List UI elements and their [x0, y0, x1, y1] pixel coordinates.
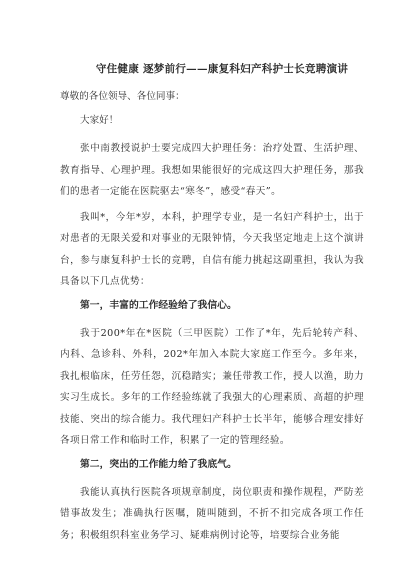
paragraph-self-introduction: 我叫*，今年*岁，本科，护理学专业，是一名妇产科护士，出于对患者的无限关爱和对事业的无限钟情，今天我坚定地走上这个演讲台，参与康复科护士长的竞聘，自信有能力挑起这副重担，我认为我具备以下几点优势： [60, 211, 364, 287]
document-title: 守住健康 逐梦前行——康复科妇产科护士长竞聘演讲 [95, 63, 349, 75]
section-heading-experience: 第一，丰富的工作经验给了我信心。 [80, 299, 237, 311]
salutation: 尊敬的各位领导、各位同事： [60, 91, 185, 102]
paragraph-experience: 我于200*年在*医院（三甲医院）工作了*年，先后轮转产科、内科、急诊科、外科，202*年加入本院大家庭工作至今。多年来，我扎根临床，任劳任怨，沉稳踏实；兼任带教工作，授人以渔，助力实习生成长。多年的工作经验练就了我强大的心理素质、高超的护理技能、突出的综合能力。我代理妇产科护士长半年，能够合理安排好各项日常工作和临时工作，积累了一定的管理经验。 [60, 327, 364, 446]
paragraph-intro: 张中南教授说护士要完成四大护理任务：治疗处置、生活护理、教育指导、心理护理。我想如果能很好的完成这四大护理任务，那我们的患者一定能在医院驱去“寒冬”，感受“春天”。 [60, 143, 364, 197]
section-heading-ability: 第二，突出的工作能力给了我底气。 [80, 458, 237, 470]
greeting: 大家好！ [80, 115, 119, 126]
paragraph-ability: 我能认真执行医院各项规章制度，岗位职责和操作规程，严防差错事故发生；准确执行医嘱，随叫随到，不折不扣完成各项工作任务；积极组织科室业务学习、疑难病例讨论等，培要综合业务能 [60, 486, 364, 541]
